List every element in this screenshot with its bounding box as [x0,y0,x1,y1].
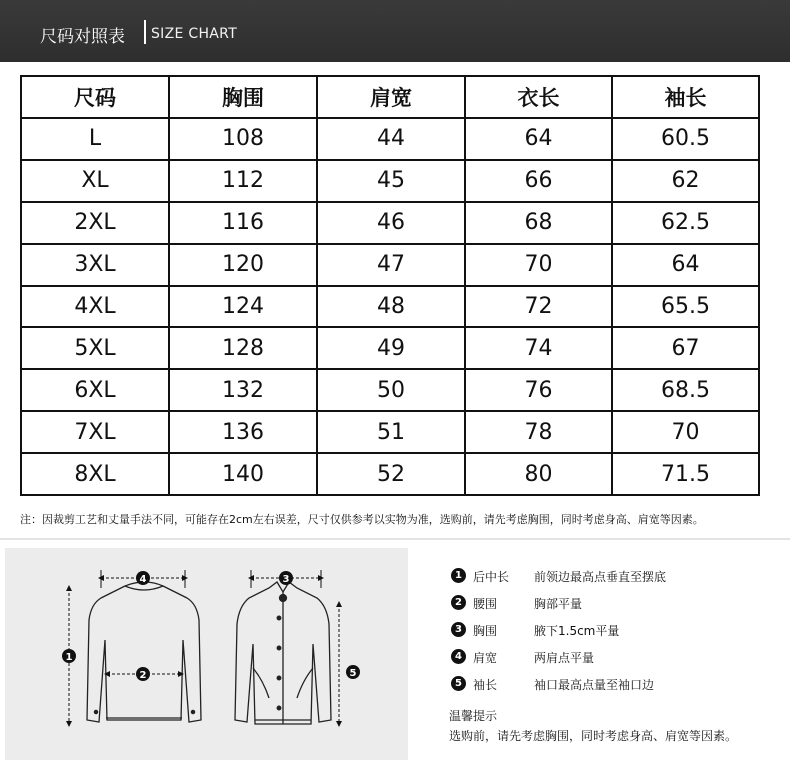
table-row [21,118,759,160]
marker-5 [346,665,360,679]
tips-body: 选购前，请先考虑胸围，同时考虑身高、肩宽等因素。 [449,729,738,743]
table-cell: 124 [169,286,317,328]
svg-text:1: 1 [65,652,73,663]
table-cell: 44 [317,118,465,160]
tips-title: 温馨提示 [449,709,498,723]
table-cell: 5XL [21,327,169,369]
table-cell: 62 [612,160,759,202]
header-bar [0,0,790,62]
table-cell: XL [21,160,169,202]
legend-number: 4 [451,649,466,664]
legend-name: 腰围 [473,597,498,611]
legend-name: 袖长 [473,678,498,692]
table-cell: 65.5 [612,286,759,328]
measure-lines [69,578,339,724]
legend-desc: 袖口最高点量至袖口边 [534,678,655,692]
legend-name: 后中长 [473,570,510,584]
legend-item [451,567,771,585]
table-row [21,369,759,411]
table-cell: 70 [465,244,612,286]
table-cell: 136 [169,411,317,453]
table-cell: 50 [317,369,465,411]
page-subtitle: SIZE CHART [151,26,238,42]
header-length: 衣长 [465,76,612,118]
table-cell: 3XL [21,244,169,286]
svg-text:5: 5 [349,668,357,679]
table-cell: 70 [612,411,759,453]
header-size: 尺码 [21,76,169,118]
table-cell: 52 [317,453,465,495]
marker-1 [62,649,76,663]
header-sleeve: 袖长 [612,76,759,118]
table-cell: 7XL [21,411,169,453]
jacket-back-outline [87,582,201,722]
table-cell: 4XL [21,286,169,328]
table-cell: 76 [465,369,612,411]
page-title: 尺码对照表 [40,27,125,47]
table-cell: 74 [465,327,612,369]
table-cell: 45 [317,160,465,202]
legend-item [451,621,771,639]
title-separator [144,20,146,44]
legend-name: 肩宽 [473,651,498,665]
jacket-diagram-svg [5,548,408,760]
table-cell: 67 [612,327,759,369]
table-cell: L [21,118,169,160]
header-chest: 胸围 [169,76,317,118]
table-cell: 80 [465,453,612,495]
table-cell: 140 [169,453,317,495]
table-cell: 49 [317,327,465,369]
table-cell: 6XL [21,369,169,411]
table-cell: 8XL [21,453,169,495]
legend-number: 2 [451,595,466,610]
marker-3 [279,571,293,585]
table-cell: 78 [465,411,612,453]
table-row [21,327,759,369]
table-row [21,160,759,202]
legend-item [451,675,771,693]
svg-text:3: 3 [282,574,290,585]
table-cell: 62.5 [612,202,759,244]
legend-desc: 腋下1.5cm平量 [534,624,620,638]
marker-4 [136,571,150,585]
table-row [21,202,759,244]
legend-name: 胸围 [473,624,498,638]
measurement-note: 注：因裁剪工艺和丈量手法不同，可能存在2cm左右误差，尺寸仅供参考以实物为准，选购前，请先考虑胸围，同时考虑身高、肩宽等因素。 [20,513,704,526]
table-cell: 51 [317,411,465,453]
jacket-front-outline [235,582,331,724]
table-cell: 132 [169,369,317,411]
legend-desc: 胸部平量 [534,597,583,611]
table-cell: 68.5 [612,369,759,411]
legend-item [451,594,771,612]
table-cell: 47 [317,244,465,286]
table-cell: 71.5 [612,453,759,495]
table-cell: 116 [169,202,317,244]
header-shoulder: 肩宽 [317,76,465,118]
table-row [21,286,759,328]
table-cell: 48 [317,286,465,328]
table-cell: 64 [612,244,759,286]
table-cell: 64 [465,118,612,160]
table-cell: 120 [169,244,317,286]
legend-desc: 两肩点平量 [534,651,595,665]
table-cell: 72 [465,286,612,328]
table-row [21,244,759,286]
table-cell: 68 [465,202,612,244]
svg-text:2: 2 [139,670,147,681]
size-chart-table [20,75,760,496]
table-cell: 112 [169,160,317,202]
measurement-diagram [5,548,408,760]
table-cell: 46 [317,202,465,244]
legend-number: 5 [451,676,466,691]
table-header-row [21,76,759,118]
table-cell: 66 [465,160,612,202]
table-cell: 108 [169,118,317,160]
legend-number: 1 [451,568,466,583]
table-cell: 2XL [21,202,169,244]
legend-desc: 前领边最高点垂直至摆底 [534,570,667,584]
legend-item [451,648,771,666]
table-row [21,411,759,453]
table-cell: 60.5 [612,118,759,160]
section-divider [0,538,790,540]
table-row [21,453,759,495]
svg-text:4: 4 [139,574,147,585]
table-cell: 128 [169,327,317,369]
legend-number: 3 [451,622,466,637]
marker-2 [136,667,150,681]
